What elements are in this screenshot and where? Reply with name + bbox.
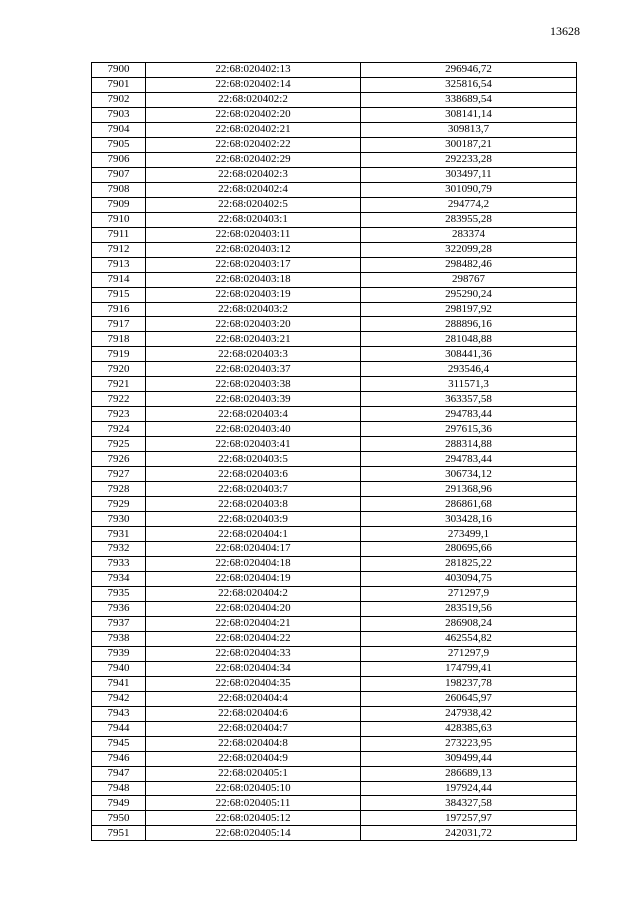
table-row [92,706,577,721]
cadastral-value-cell: 197924,44 [361,781,577,796]
cadastral-number-cell: 22:68:020402:2 [146,92,361,107]
row-number-cell: 7932 [92,542,146,557]
table-row [92,601,577,616]
cadastral-number-cell: 22:68:020404:19 [146,571,361,586]
row-number-cell: 7917 [92,317,146,332]
row-number-cell: 7909 [92,197,146,212]
row-number-cell: 7907 [92,167,146,182]
cadastral-value-cell: 271297,9 [361,646,577,661]
cadastral-number-cell: 22:68:020403:20 [146,317,361,332]
cadastral-value-cell: 338689,54 [361,92,577,107]
table-row [92,676,577,691]
cadastral-number-cell: 22:68:020404:33 [146,646,361,661]
cadastral-number-cell: 22:68:020402:22 [146,137,361,152]
cadastral-value-cell: 301090,79 [361,182,577,197]
cadastral-number-cell: 22:68:020405:14 [146,826,361,841]
cadastral-number-cell: 22:68:020403:21 [146,332,361,347]
cadastral-number-cell: 22:68:020403:8 [146,497,361,512]
cadastral-value-cell: 247938,42 [361,706,577,721]
row-number-cell: 7933 [92,556,146,571]
table-row [92,766,577,781]
cadastral-number-cell: 22:68:020402:29 [146,152,361,167]
cadastral-number-cell: 22:68:020403:41 [146,437,361,452]
cadastral-number-cell: 22:68:020403:6 [146,467,361,482]
row-number-cell: 7908 [92,182,146,197]
table-row [92,122,577,137]
cadastral-number-cell: 22:68:020404:4 [146,691,361,706]
row-number-cell: 7903 [92,107,146,122]
table-row [92,152,577,167]
cadastral-value-table [91,62,577,841]
table-row [92,63,577,78]
cadastral-value-cell: 292233,28 [361,152,577,167]
cadastral-value-cell: 298767 [361,272,577,287]
table-row [92,452,577,467]
cadastral-value-cell: 309499,44 [361,751,577,766]
cadastral-number-cell: 22:68:020404:22 [146,631,361,646]
row-number-cell: 7930 [92,512,146,527]
row-number-cell: 7916 [92,302,146,317]
cadastral-number-cell: 22:68:020403:19 [146,287,361,302]
table-row [92,137,577,152]
cadastral-value-cell: 273499,1 [361,527,577,542]
cadastral-value-cell: 294783,44 [361,452,577,467]
table-row [92,107,577,122]
row-number-cell: 7951 [92,826,146,841]
row-number-cell: 7923 [92,407,146,422]
row-number-cell: 7936 [92,601,146,616]
cadastral-value-cell: 462554,82 [361,631,577,646]
table-row [92,721,577,736]
cadastral-number-cell: 22:68:020403:17 [146,257,361,272]
cadastral-number-cell: 22:68:020403:37 [146,362,361,377]
row-number-cell: 7925 [92,437,146,452]
table-row [92,691,577,706]
row-number-cell: 7935 [92,586,146,601]
table-row [92,556,577,571]
cadastral-number-cell: 22:68:020404:18 [146,556,361,571]
row-number-cell: 7924 [92,422,146,437]
row-number-cell: 7906 [92,152,146,167]
row-number-cell: 7941 [92,676,146,691]
table-row [92,287,577,302]
cadastral-number-cell: 22:68:020405:11 [146,796,361,811]
row-number-cell: 7934 [92,571,146,586]
cadastral-value-cell: 198237,78 [361,676,577,691]
cadastral-value-cell: 296946,72 [361,63,577,78]
cadastral-value-cell: 291368,96 [361,482,577,497]
row-number-cell: 7914 [92,272,146,287]
row-number-cell: 7942 [92,691,146,706]
cadastral-number-cell: 22:68:020402:5 [146,197,361,212]
cadastral-value-cell: 403094,75 [361,571,577,586]
cadastral-number-cell: 22:68:020404:34 [146,661,361,676]
row-number-cell: 7940 [92,661,146,676]
cadastral-number-cell: 22:68:020404:21 [146,616,361,631]
cadastral-value-cell: 280695,66 [361,542,577,557]
table-row [92,212,577,227]
cadastral-value-cell: 281048,88 [361,332,577,347]
cadastral-value-cell: 428385,63 [361,721,577,736]
row-number-cell: 7945 [92,736,146,751]
cadastral-number-cell: 22:68:020404:6 [146,706,361,721]
table-row [92,182,577,197]
table-row [92,377,577,392]
table-row [92,497,577,512]
table-row [92,661,577,676]
cadastral-value-cell: 242031,72 [361,826,577,841]
cadastral-value-cell: 303428,16 [361,512,577,527]
table-row [92,407,577,422]
cadastral-value-cell: 260645,97 [361,691,577,706]
row-number-cell: 7937 [92,616,146,631]
cadastral-value-cell: 273223,95 [361,736,577,751]
table-body [92,63,577,841]
cadastral-value-cell: 286689,13 [361,766,577,781]
row-number-cell: 7931 [92,527,146,542]
cadastral-value-cell: 271297,9 [361,586,577,601]
table-row [92,257,577,272]
cadastral-value-cell: 288896,16 [361,317,577,332]
cadastral-value-cell: 363357,58 [361,392,577,407]
table-row [92,302,577,317]
table-row [92,646,577,661]
table-row [92,781,577,796]
cadastral-value-cell: 308141,14 [361,107,577,122]
cadastral-number-cell: 22:68:020405:12 [146,811,361,826]
row-number-cell: 7927 [92,467,146,482]
cadastral-value-cell: 308441,36 [361,347,577,362]
row-number-cell: 7938 [92,631,146,646]
cadastral-value-cell: 286861,68 [361,497,577,512]
row-number-cell: 7921 [92,377,146,392]
row-number-cell: 7948 [92,781,146,796]
row-number-cell: 7929 [92,497,146,512]
table-row [92,796,577,811]
cadastral-value-cell: 306734,12 [361,467,577,482]
row-number-cell: 7919 [92,347,146,362]
row-number-cell: 7904 [92,122,146,137]
table-row [92,542,577,557]
cadastral-number-cell: 22:68:020402:13 [146,63,361,78]
cadastral-value-cell: 295290,24 [361,287,577,302]
cadastral-number-cell: 22:68:020404:8 [146,736,361,751]
cadastral-number-cell: 22:68:020403:5 [146,452,361,467]
table-row [92,586,577,601]
cadastral-value-cell: 325816,54 [361,77,577,92]
row-number-cell: 7950 [92,811,146,826]
row-number-cell: 7913 [92,257,146,272]
table-row [92,467,577,482]
row-number-cell: 7922 [92,392,146,407]
table-row [92,392,577,407]
cadastral-value-cell: 298197,92 [361,302,577,317]
cadastral-number-cell: 22:68:020405:10 [146,781,361,796]
row-number-cell: 7944 [92,721,146,736]
cadastral-number-cell: 22:68:020403:11 [146,227,361,242]
cadastral-number-cell: 22:68:020404:2 [146,586,361,601]
cadastral-value-cell: 297615,36 [361,422,577,437]
table-row [92,811,577,826]
table-row [92,347,577,362]
cadastral-value-cell: 309813,7 [361,122,577,137]
row-number-cell: 7943 [92,706,146,721]
table-row [92,571,577,586]
row-number-cell: 7920 [92,362,146,377]
table-row [92,272,577,287]
cadastral-number-cell: 22:68:020403:18 [146,272,361,287]
table-row [92,826,577,841]
cadastral-number-cell: 22:68:020402:4 [146,182,361,197]
cadastral-number-cell: 22:68:020404:35 [146,676,361,691]
cadastral-value-cell: 298482,46 [361,257,577,272]
row-number-cell: 7918 [92,332,146,347]
row-number-cell: 7949 [92,796,146,811]
cadastral-number-cell: 22:68:020404:20 [146,601,361,616]
cadastral-value-cell: 283955,28 [361,212,577,227]
cadastral-value-cell: 303497,11 [361,167,577,182]
table-row [92,527,577,542]
cadastral-value-cell: 288314,88 [361,437,577,452]
table-row [92,242,577,257]
cadastral-value-cell: 322099,28 [361,242,577,257]
cadastral-number-cell: 22:68:020403:38 [146,377,361,392]
row-number-cell: 7946 [92,751,146,766]
cadastral-value-cell: 384327,58 [361,796,577,811]
cadastral-number-cell: 22:68:020403:1 [146,212,361,227]
row-number-cell: 7911 [92,227,146,242]
cadastral-number-cell: 22:68:020404:1 [146,527,361,542]
table-row [92,437,577,452]
row-number-cell: 7902 [92,92,146,107]
row-number-cell: 7947 [92,766,146,781]
cadastral-number-cell: 22:68:020403:3 [146,347,361,362]
cadastral-number-cell: 22:68:020403:4 [146,407,361,422]
row-number-cell: 7900 [92,63,146,78]
cadastral-value-cell: 300187,21 [361,137,577,152]
cadastral-number-cell: 22:68:020403:9 [146,512,361,527]
row-number-cell: 7910 [92,212,146,227]
cadastral-value-cell: 294783,44 [361,407,577,422]
row-number-cell: 7915 [92,287,146,302]
table-row [92,362,577,377]
table-row [92,332,577,347]
cadastral-number-cell: 22:68:020403:2 [146,302,361,317]
table-row [92,631,577,646]
cadastral-number-cell: 22:68:020403:12 [146,242,361,257]
cadastral-number-cell: 22:68:020405:1 [146,766,361,781]
cadastral-number-cell: 22:68:020403:7 [146,482,361,497]
page-number: 13628 [550,24,580,38]
cadastral-number-cell: 22:68:020402:3 [146,167,361,182]
row-number-cell: 7901 [92,77,146,92]
table-row [92,167,577,182]
row-number-cell: 7926 [92,452,146,467]
table-row [92,512,577,527]
table-row [92,197,577,212]
table-row [92,482,577,497]
table-row [92,317,577,332]
table-row [92,422,577,437]
cadastral-number-cell: 22:68:020404:9 [146,751,361,766]
cadastral-number-cell: 22:68:020404:17 [146,542,361,557]
cadastral-value-cell: 174799,41 [361,661,577,676]
cadastral-number-cell: 22:68:020402:21 [146,122,361,137]
cadastral-number-cell: 22:68:020403:40 [146,422,361,437]
cadastral-number-cell: 22:68:020403:39 [146,392,361,407]
row-number-cell: 7912 [92,242,146,257]
table-row [92,77,577,92]
row-number-cell: 7905 [92,137,146,152]
row-number-cell: 7928 [92,482,146,497]
table-row [92,736,577,751]
table-row [92,92,577,107]
cadastral-value-cell: 197257,97 [361,811,577,826]
cadastral-value-cell: 286908,24 [361,616,577,631]
row-number-cell: 7939 [92,646,146,661]
table-row [92,616,577,631]
cadastral-number-cell: 22:68:020402:14 [146,77,361,92]
cadastral-value-cell: 283374 [361,227,577,242]
table-row [92,227,577,242]
cadastral-value-cell: 311571,3 [361,377,577,392]
cadastral-value-cell: 283519,56 [361,601,577,616]
cadastral-number-cell: 22:68:020404:7 [146,721,361,736]
cadastral-number-cell: 22:68:020402:20 [146,107,361,122]
table-row [92,751,577,766]
cadastral-value-cell: 294774,2 [361,197,577,212]
cadastral-value-cell: 293546,4 [361,362,577,377]
cadastral-value-cell: 281825,22 [361,556,577,571]
